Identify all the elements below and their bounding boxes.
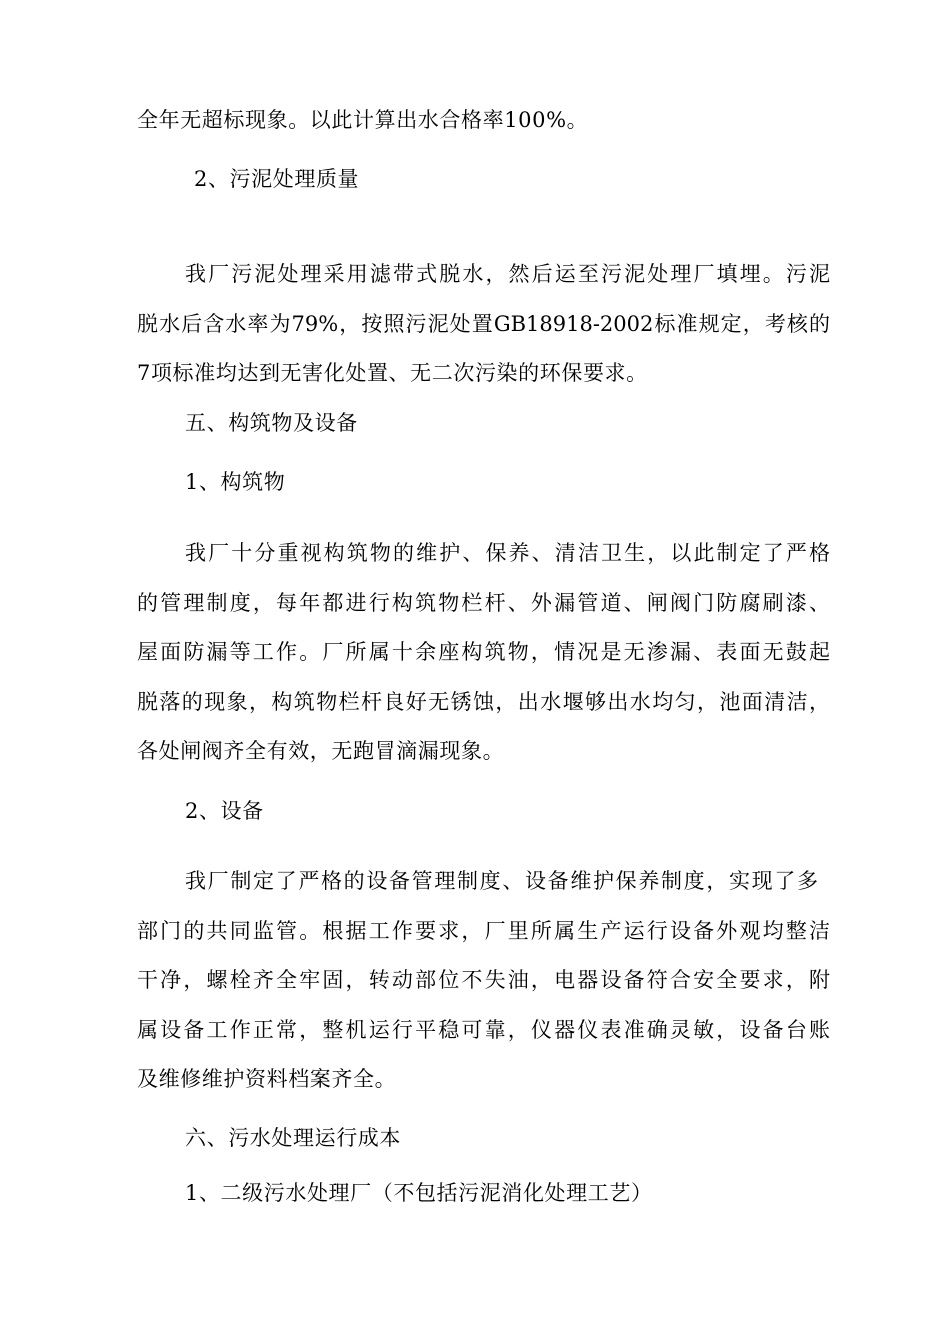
paragraph-line: 各处闸阀齐全有效，无跑冒滴漏现象。 [137, 739, 505, 763]
paragraph-line: 的管理制度，每年都进行构筑物栏杆、外漏管道、闸阀门防腐刷漆、 [137, 591, 830, 615]
paragraph-line: 我厂污泥处理采用滤带式脱水，然后运至污泥处理厂填埋。污泥 [185, 262, 830, 286]
paragraph-line: 脱落的现象，构筑物栏杆良好无锈蚀，出水堰够出水均匀，池面清洁， [137, 690, 830, 714]
section-heading: 1、二级污水处理厂（不包括污泥消化处理工艺） [185, 1181, 653, 1205]
paragraph-line: 脱水后含水率为79%，按照污泥处置GB18918-2002标准规定，考核的 [137, 312, 830, 336]
paragraph-line: 我厂制定了严格的设备管理制度、设备维护保养制度，实现了多 [185, 869, 818, 893]
section-heading: 1、构筑物 [185, 470, 286, 494]
section-heading: 2、污泥处理质量 [194, 167, 360, 191]
chapter-heading: 六、污水处理运行成本 [185, 1126, 401, 1150]
paragraph-line: 及维修维护资料档案齐全。 [137, 1067, 397, 1091]
chapter-heading: 五、构筑物及设备 [185, 411, 358, 435]
paragraph-line: 部门的共同监管。根据工作要求，厂里所属生产运行设备外观均整洁 [137, 919, 830, 943]
paragraph-line: 全年无超标现象。以此计算出水合格率100%。 [137, 108, 589, 132]
section-heading: 2、设备 [185, 799, 264, 823]
paragraph-line: 我厂十分重视构筑物的维护、保养、清洁卫生，以此制定了严格 [185, 541, 830, 565]
paragraph-line: 7项标准均达到无害化处置、无二次污染的环保要求。 [137, 361, 648, 385]
paragraph-line: 干净，螺栓齐全牢固，转动部位不失油，电器设备符合安全要求，附 [137, 968, 830, 992]
paragraph-line: 屋面防漏等工作。厂所属十余座构筑物，情况是无渗漏、表面无鼓起 [137, 640, 830, 664]
paragraph-line: 属设备工作正常，整机运行平稳可靠，仪器仪表准确灵敏，设备台账 [137, 1018, 830, 1042]
